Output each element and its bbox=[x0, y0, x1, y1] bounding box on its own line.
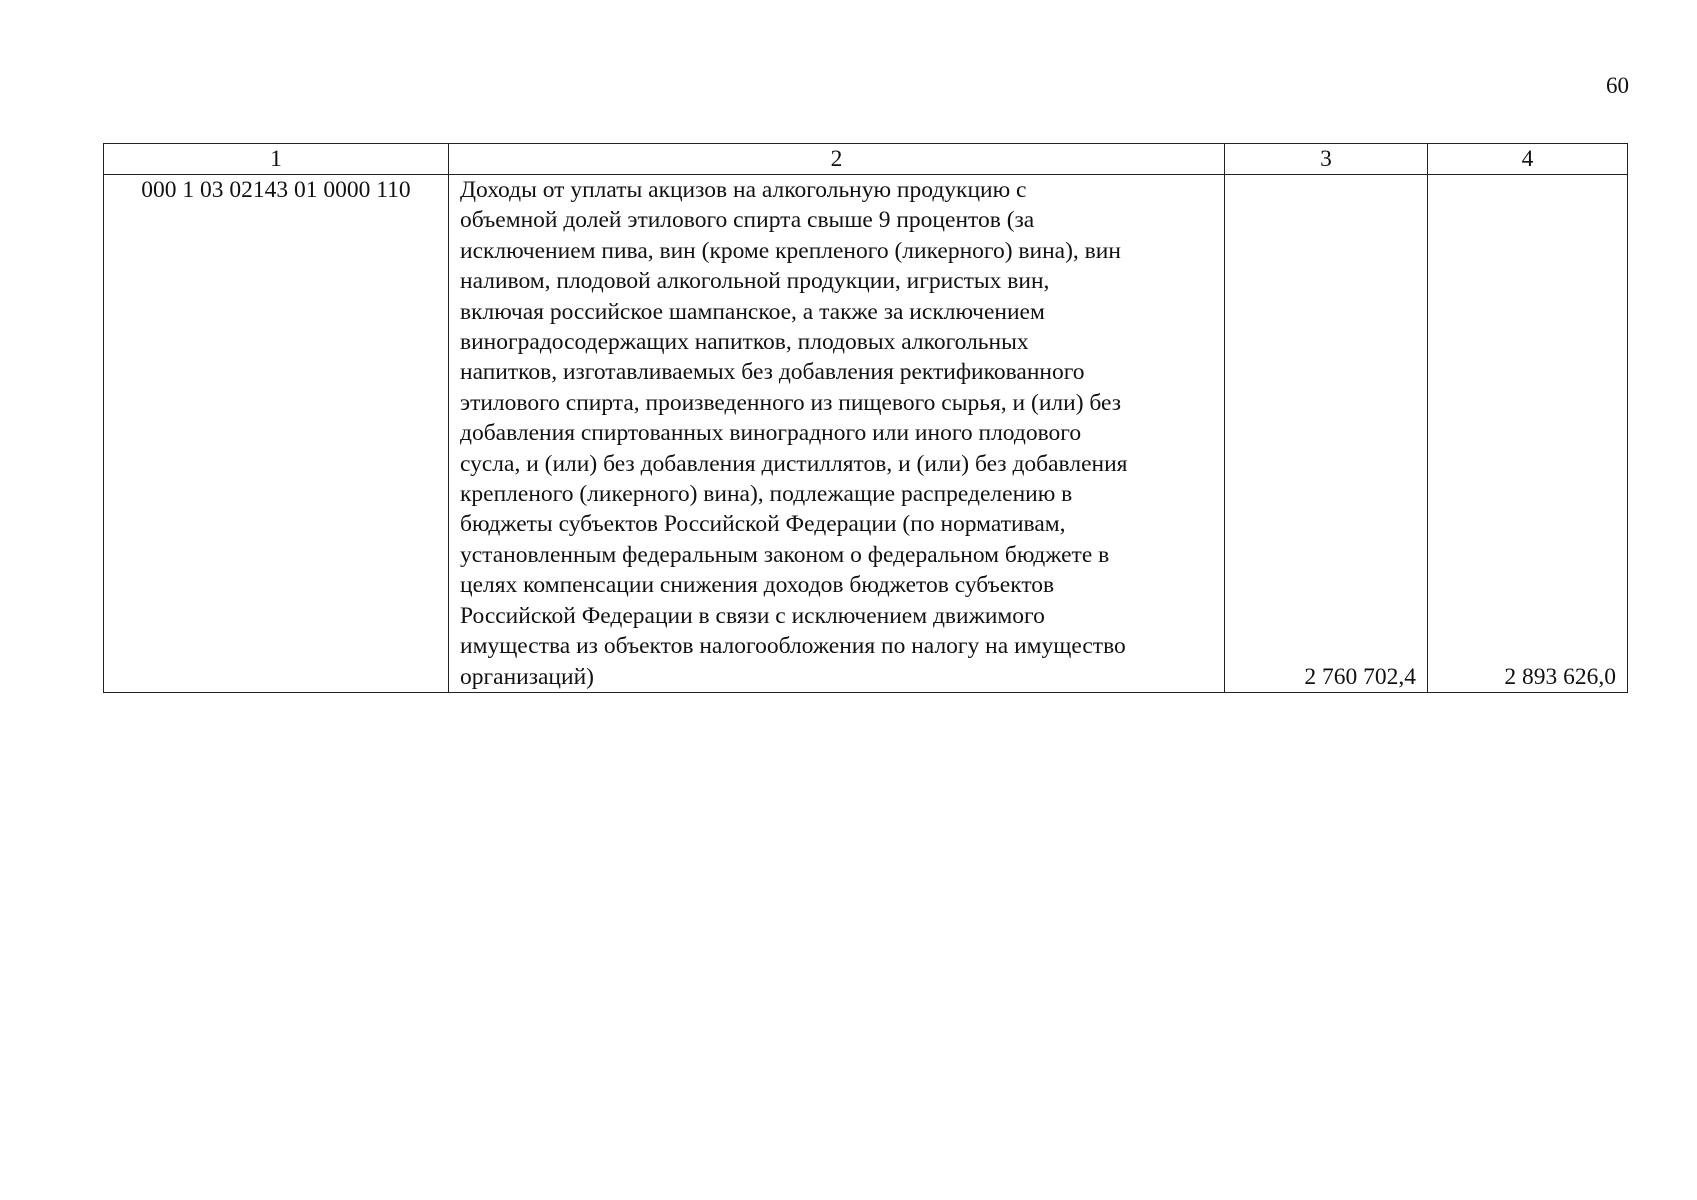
header-row bbox=[104, 144, 1628, 175]
header-col-3: 3 bbox=[1225, 144, 1428, 175]
description-line: объемной долей этилового спирта свыше 9 процентов (за bbox=[460, 207, 1035, 234]
description-line: организаций) bbox=[460, 663, 594, 690]
amount-col-4-cell: 2 893 626,0 bbox=[1428, 175, 1628, 693]
budget-table bbox=[103, 143, 1628, 693]
description-line: напитков, изготавливаемых без добавления ректификованного bbox=[460, 359, 1085, 386]
description-line: наливом, плодовой алкогольной продукции, игристых вин, bbox=[460, 268, 1050, 295]
description-line: сусла, и (или) без добавления дистиллятов, и (или) без добавления bbox=[460, 450, 1128, 477]
description-line: Доходы от уплаты акцизов на алкогольную продукцию с bbox=[460, 177, 1027, 203]
description-line: этилового спирта, произведенного из пищевого сырья, и (или) без bbox=[460, 389, 1122, 416]
budget-code-cell: 000 1 03 02143 01 0000 110 bbox=[104, 175, 449, 693]
table-row bbox=[104, 175, 1628, 693]
description-line: установленным федеральным законом о федеральном бюджете в bbox=[460, 541, 1110, 568]
description-line: бюджеты субъектов Российской Федерации (по нормативам, bbox=[460, 511, 1066, 538]
header-col-2: 2 bbox=[449, 144, 1225, 175]
table-header bbox=[104, 144, 1628, 175]
amount-col-3-cell: 2 760 702,4 bbox=[1225, 175, 1428, 693]
page-number: 60 bbox=[1606, 73, 1629, 98]
description-line: включая российское шампанское, а также за исключением bbox=[460, 298, 1045, 325]
description-line: имущества из объектов налогообложения по налогу на имущество bbox=[460, 633, 1126, 660]
description-line: исключением пива, вин (кроме крепленого (ликерного) вина), вин bbox=[460, 237, 1121, 264]
description-line: Российской Федерации в связи с исключением движимого bbox=[460, 602, 1045, 629]
description-line: целях компенсации снижения доходов бюджетов субъектов bbox=[460, 572, 1055, 599]
description-cell bbox=[449, 175, 1225, 693]
table-body bbox=[104, 175, 1628, 693]
header-col-1: 1 bbox=[104, 144, 449, 175]
description-line: крепленого (ликерного) вина), подлежащие распределению в bbox=[460, 481, 1073, 508]
header-col-4: 4 bbox=[1428, 144, 1628, 175]
description-line: виноградосодержащих напитков, плодовых алкогольных bbox=[460, 329, 1029, 356]
description-line: добавления спиртованных виноградного или иного плодового bbox=[460, 420, 1082, 447]
